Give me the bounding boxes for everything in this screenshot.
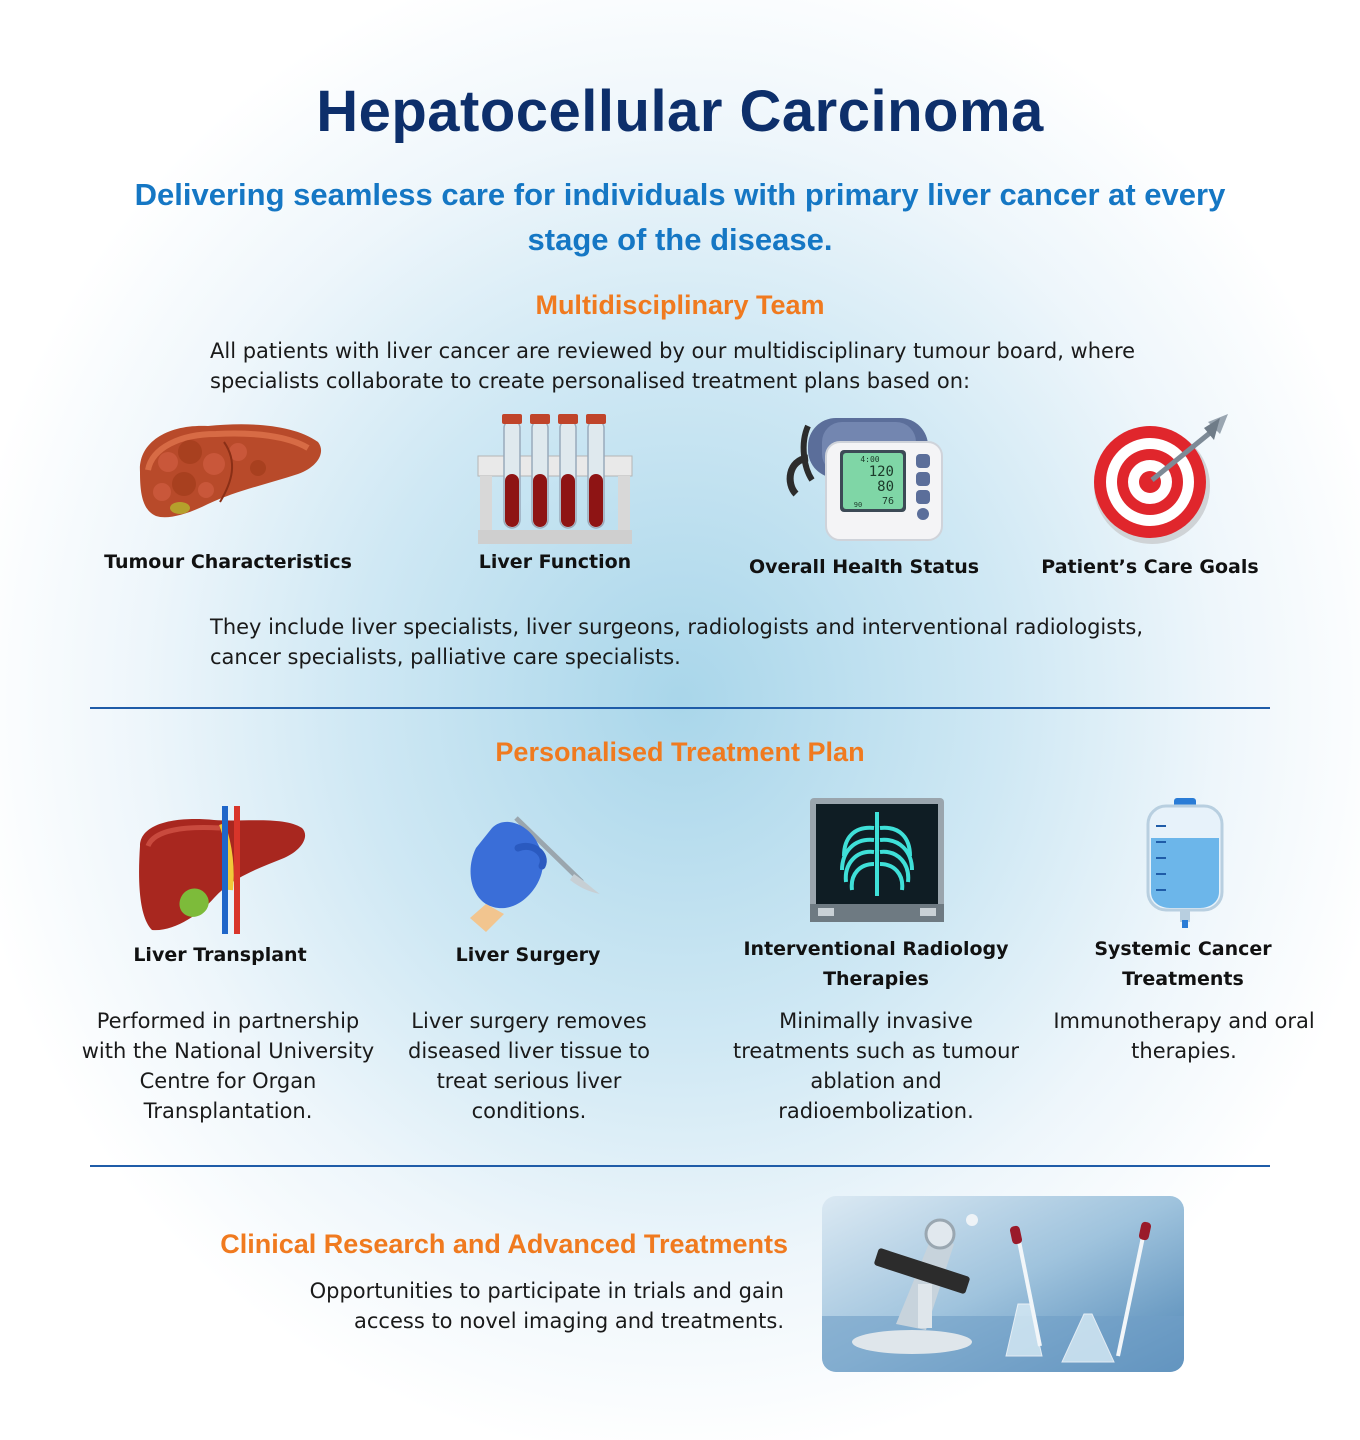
factor-label-health-status: Overall Health Status (748, 556, 980, 578)
section-divider-2 (90, 1165, 1270, 1167)
page-subtitle: Delivering seamless care for individuals with primary liver cancer at every stage of the disease. (134, 177, 1226, 257)
xray-icon (810, 798, 944, 922)
treatment-desc-radiology: Minimally invasive treatments such as tumour ablation and radioembolization. (732, 1009, 1020, 1123)
research-text: Opportunities to participate in trials and gain access to novel imaging and treatments. (309, 1279, 784, 1333)
bp-pul: 76 (881, 496, 894, 507)
research-heading: Clinical Research and Advanced Treatments (220, 1229, 788, 1259)
laboratory-microscope-photo (822, 1196, 1184, 1372)
treatment-label-surgery: Liver Surgery (455, 944, 601, 966)
treatment-desc-systemic: Immunotherapy and oral therapies. (1053, 1009, 1315, 1063)
bp-dia: 80 (877, 479, 894, 495)
mdt-heading: Multidisciplinary Team (535, 290, 825, 320)
section-divider (90, 707, 1270, 709)
factor-label-tumour: Tumour Characteristics (104, 551, 352, 573)
bp-sys: 120 (868, 464, 894, 480)
factor-label-liver-function: Liver Function (478, 551, 632, 573)
treatment-label-transplant: Liver Transplant (133, 944, 307, 966)
target-arrow-icon (1092, 412, 1232, 548)
iv-bag-icon (1144, 798, 1226, 928)
liver-icon (134, 806, 308, 936)
factor-label-care-goals: Patient’s Care Goals (1041, 556, 1259, 578)
treatment-label-radiology: Interventional Radiology Therapies (743, 938, 1009, 990)
test-tubes-icon (474, 412, 636, 548)
treatment-label-systemic: Systemic Cancer Treatments (1094, 938, 1272, 990)
scalpel-glove-icon (456, 808, 606, 932)
mdt-members: They include liver specialists, liver surgeons, radiologists and interventional radiologists, cancer specialists, palliative care specialists. (210, 615, 1144, 669)
treatment-desc-transplant: Performed in partnership with the National University Centre for Organ Transplantation. (81, 1009, 375, 1123)
treatment-desc-surgery: Liver surgery removes diseased liver tissue to treat serious liver conditions. (407, 1009, 651, 1123)
treatment-heading: Personalised Treatment Plan (495, 737, 865, 767)
page-title: Hepatocellular Carcinoma (316, 79, 1044, 144)
mdt-intro: All patients with liver cancer are reviewed by our multidisciplinary tumour board, where specialists collaborate to create personalised treatment plans based on: (210, 339, 1136, 393)
bp-extra: 90 (853, 501, 863, 509)
blood-pressure-monitor-icon (782, 414, 946, 542)
tumour-liver-icon (128, 412, 328, 532)
bp-time: 4:00 (860, 455, 880, 464)
